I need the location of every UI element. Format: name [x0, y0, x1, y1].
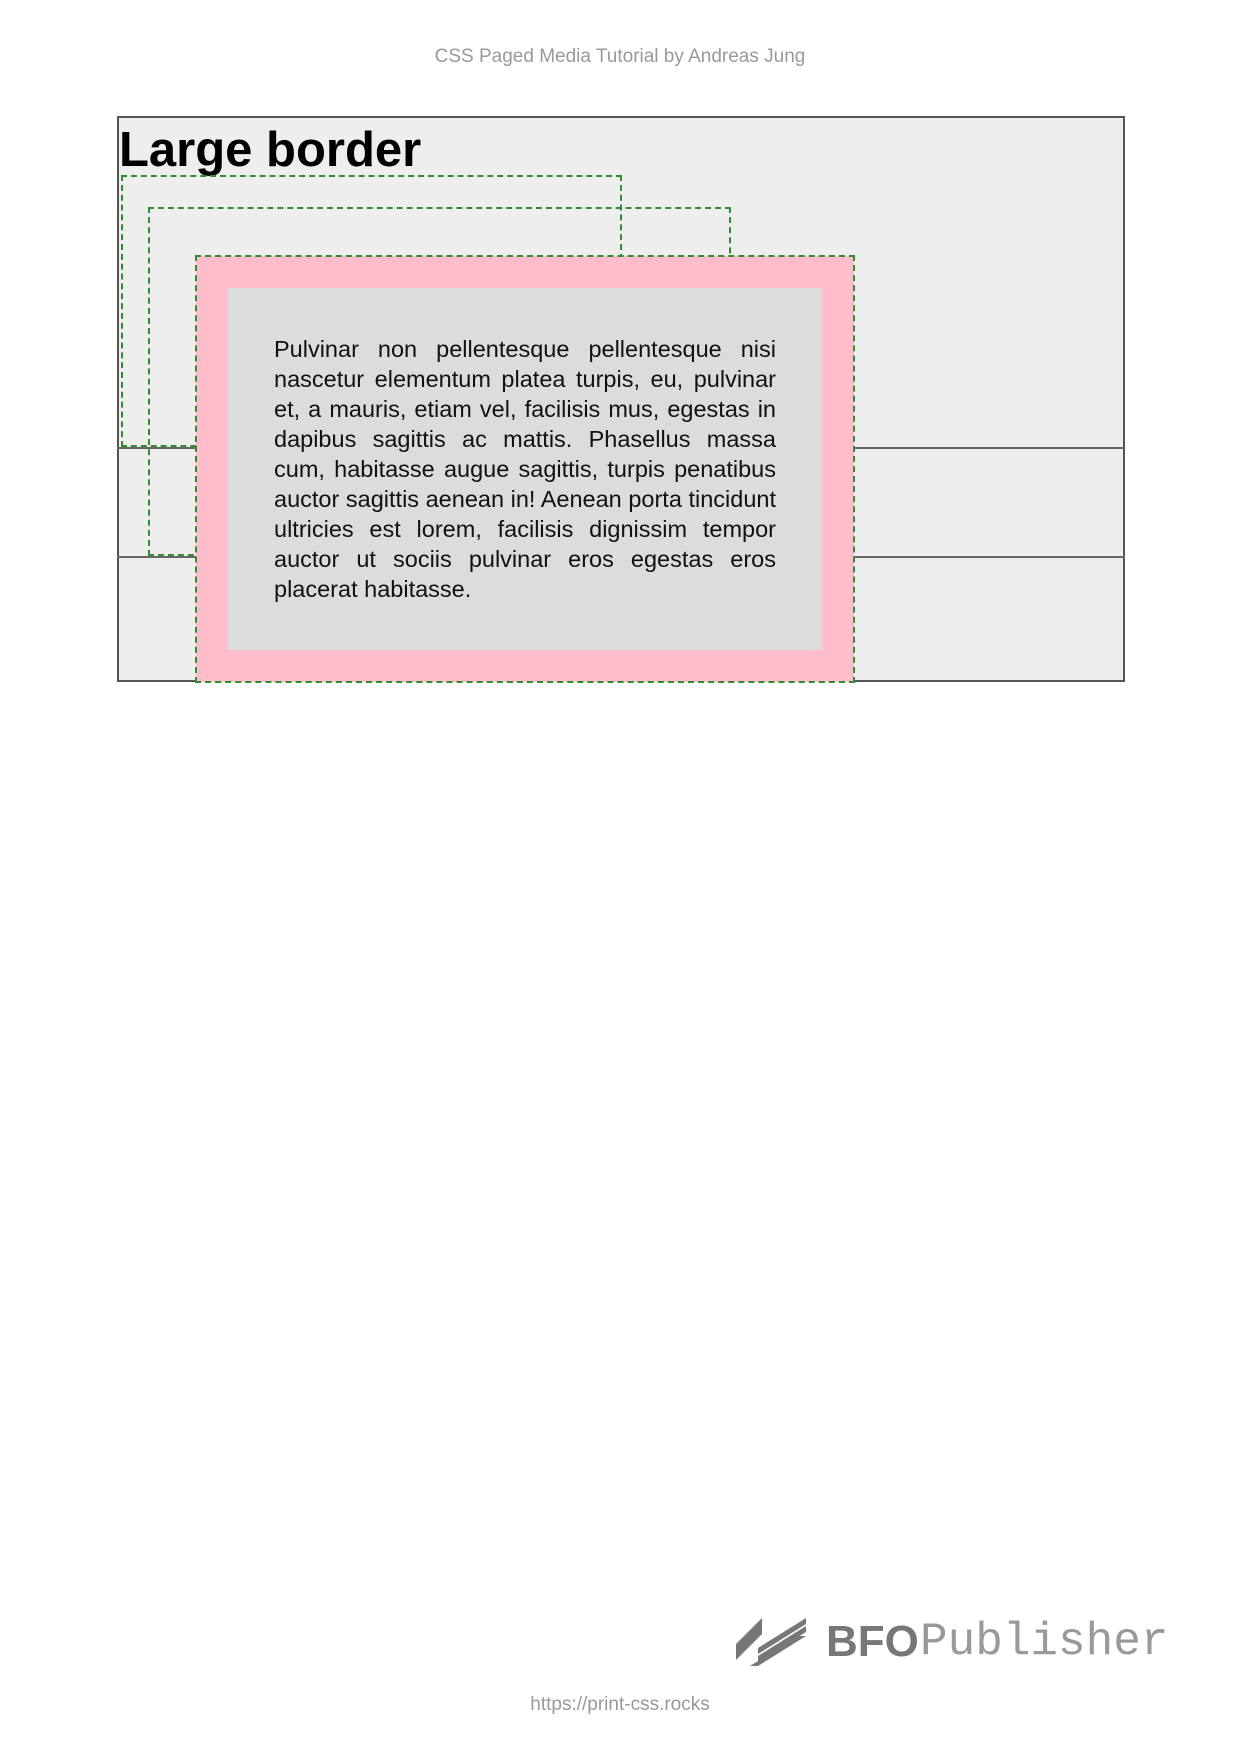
footer-url: https://print-css.rocks — [530, 1694, 710, 1715]
body-paragraph: Pulvinar non pellentesque pellentesque nisi nascetur elementum platea turpis, eu, pulvinar et, a mauris, etiam vel, facilisis mus, egestas in dapibus sagittis ac mattis. Phasellus massa cum, habitasse augue sagittis, turpis penatibus auctor sagittis aenean in! Aenean porta tincidunt ultricies est lorem, facilisis dignissim tempor auctor ut sociis pulvinar eros egestas eros placerat habitasse. — [274, 336, 776, 602]
logo-brand-text: BFO — [826, 1617, 919, 1666]
page-heading: Large border — [119, 123, 422, 177]
running-header: CSS Paged Media Tutorial by Andreas Jung — [434, 46, 806, 67]
logo-product-text: Publisher — [920, 1616, 1169, 1668]
bfo-stripes-icon — [736, 1618, 808, 1666]
bfo-publisher-logo — [736, 1614, 1169, 1674]
